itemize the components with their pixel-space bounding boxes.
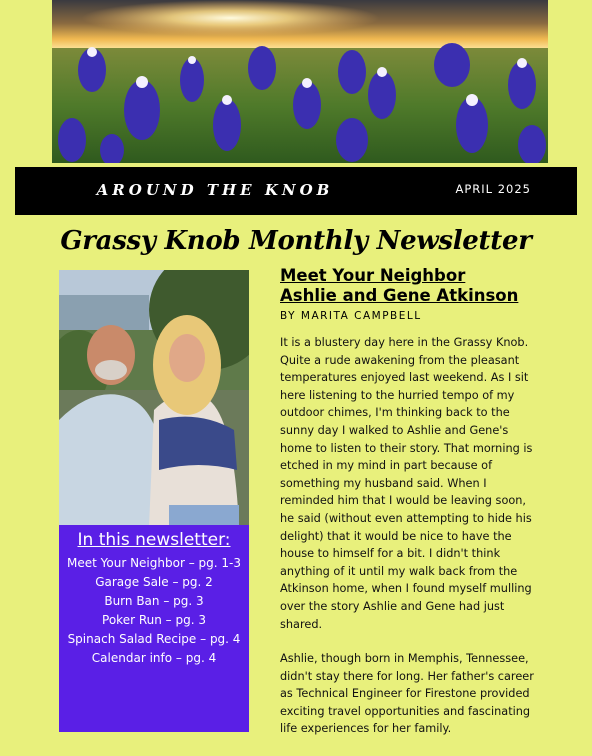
article-byline: BY MARITA CAMPBELL: [280, 310, 422, 322]
contents-item: Burn Ban – pg. 3: [104, 594, 204, 608]
feature-article: [280, 266, 536, 738]
contents-item: Meet Your Neighbor – pg. 1-3: [67, 556, 241, 570]
banner-title: AROUND THE KNOB: [96, 181, 334, 199]
header-banner: [15, 167, 577, 215]
contents-heading: In this newsletter:: [77, 530, 231, 550]
contents-item: Spinach Salad Recipe – pg. 4: [67, 632, 241, 646]
page-title: Grassy Knob Monthly Newsletter: [60, 226, 532, 256]
article-heading: [280, 266, 536, 306]
issue-date: APRIL 2025: [455, 182, 531, 196]
contents-item: Calendar info – pg. 4: [91, 651, 217, 665]
contents-item: Garage Sale – pg. 2: [95, 575, 213, 589]
article-paragraph: It is a blustery day here in the Grassy Knob. Quite a rude awakening from the pleasant temperatures enjoyed last weekend. As I sit here listening to the hurried tempo of my outdoor chimes, I'm thinking back to the sunny day I walked to Ashlie and Gene's home to listen to their story. That morning is etched in my mind in part because of something my husband said. When I reminded him that I would be leaving soon, he said (without even attempting to hide his delight) that it would be nice to have the house to himself for a bit. I didn't think anything of it until my walk back from the Atkinson home, when I found myself mulling over the story Ashlie and Gene had just shared.: [280, 336, 533, 631]
contents-item: Poker Run – pg. 3: [102, 613, 206, 627]
table-of-contents: [59, 525, 249, 732]
couple-photo: [59, 270, 249, 527]
contents-list: [59, 554, 249, 667]
article-heading-line1: Meet Your Neighbor: [280, 266, 466, 285]
article-heading-line2: Ashlie and Gene Atkinson: [280, 286, 519, 305]
article-paragraph: Ashlie, though born in Memphis, Tennessee, didn't stay there for long. Her father's career as Technical Engineer for Firestone provided exciting travel opportunities and fascinating life experiences for her family.: [280, 652, 534, 736]
bluebonnet-field-image: [52, 0, 548, 163]
